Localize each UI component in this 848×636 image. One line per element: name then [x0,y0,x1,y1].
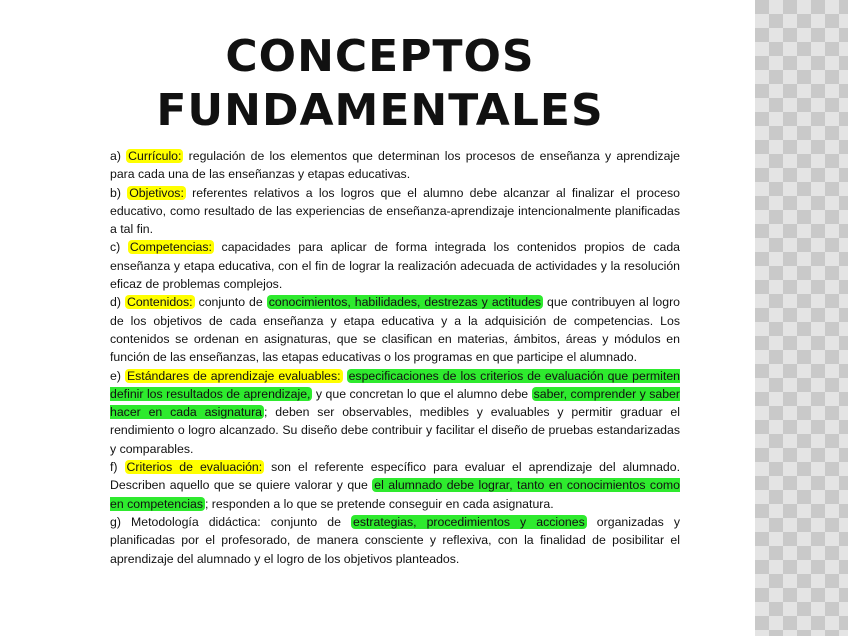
definition-letter: f) [110,460,118,475]
term-highlight: Objetivos: [129,185,184,200]
term-highlight: Estándares de aprendizaje evaluables: [126,368,341,383]
definition-text: son el referente específico para evaluar el aprendizaje del alumnado. Describen aquello que se quiere valorar y que [110,460,681,493]
definition-letter: g) [110,514,121,529]
definition-a [82,147,680,184]
key-phrase-highlight: saber, comprender y saber hacer en cada asignatura [110,386,680,420]
definition-text: capacidades para aplicar de forma integrada los contenidos propios de cada enseñanza y etapa educativa, con el fin de lograr la realización adecuada de actividades y la resolución eficaz de problemas complejos. [110,240,680,292]
definition-b [82,184,680,239]
definition-g [82,513,680,568]
key-phrase-highlight: especificaciones de los criterios de evaluación que permiten definir los resultados de aprendizaje, [110,368,680,401]
definition-e [82,367,680,458]
definition-text: que contribuyen al logro de los objetivos de cada enseñanza y etapa educativa y a la adquisición de competencias. Los contenidos se ordenan en asignaturas, que se clasifican en materias, ámbitos, áreas y módulos en función de las enseñanzas, las etapas educativas o los programas en que participe el alumnado. [110,295,681,365]
key-phrase-highlight: estrategias, procedimientos y acciones [352,514,585,529]
definition-letter: e) [110,368,121,383]
definitions-text [82,147,680,568]
definition-d [82,293,680,366]
definition-text: regulación de los elementos que determinan los procesos de enseñanza y aprendizaje para cada una de las enseñanzas y etapas educativas. [110,149,680,182]
definition-letter: a) [110,149,121,163]
slide-title [150,30,610,138]
definition-text: referentes relativos a los logros que el alumno debe alcanzar al finalizar el proceso educativo, como resultado de las experiencias de enseñanza-aprendizaje intencionalmente planificadas a tal fin. [110,185,680,237]
definition-text: organizadas y planificadas por el profesorado, de manera consciente y reflexiva, con la finalidad de posibilitar el aprendizaje del alumnado y el logro de los objetivos planteados. [110,514,681,566]
definition-text [343,369,347,383]
term-highlight: Contenidos: [126,295,193,310]
key-phrase-highlight: el alumnado debe lograr, tanto en conocimientos como en competencias [110,478,680,511]
definition-text: ; deben ser observables, medibles y evaluables y permitir graduar el rendimiento o logro alcanzado. Su diseño debe contribuir y facilitar el diseño de pruebas estandarizadas y comparables. [110,405,680,456]
definition-c [82,238,680,293]
title-line-2: FUNDAMENTALES [156,85,604,136]
term-highlight: Currículo: [128,149,182,163]
definition-letter: b) [110,185,121,200]
key-phrase-highlight: conocimientos, habilidades, destrezas y actitudes [268,295,542,310]
term-highlight: Competencias: [129,240,212,255]
definition-text: y que concretan lo que el alumno debe [312,386,532,401]
term-highlight: Criterios de evaluación: [126,460,263,475]
definition-text: Metodología didáctica: conjunto de [130,514,351,529]
definition-text: conjunto de [194,295,267,310]
definition-letter: c) [110,240,121,255]
definition-text: ; responden a lo que se pretende conseguir en cada asignatura. [204,496,554,511]
decorative-side-band [755,0,848,636]
definition-f [82,458,680,513]
title-line-1: CONCEPTOS [225,31,535,82]
definition-letter: d) [110,295,121,310]
